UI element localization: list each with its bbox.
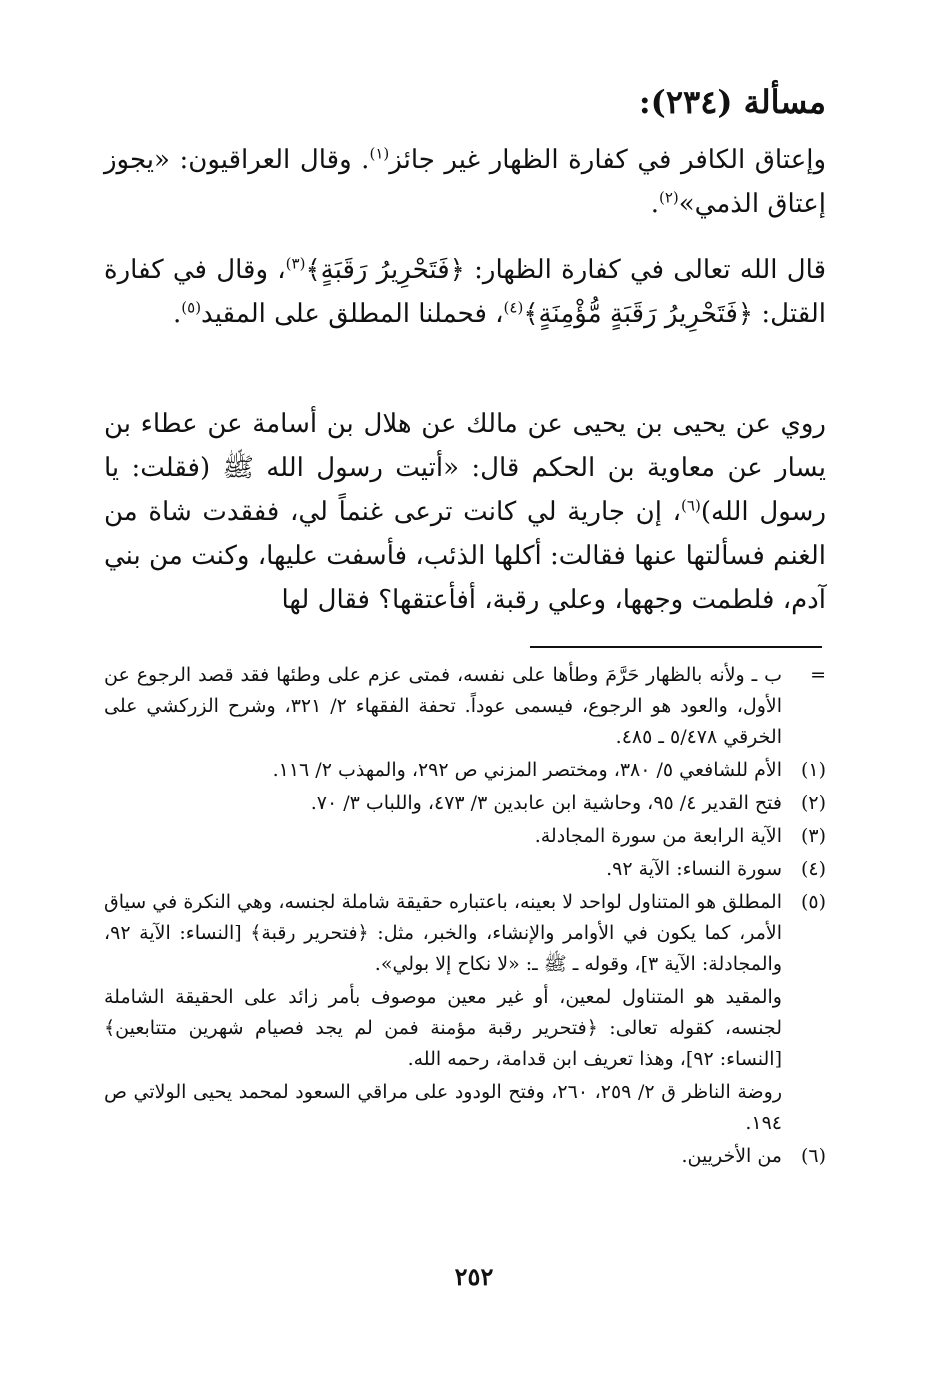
footnote-ref-5[interactable]: (٥): [181, 298, 202, 317]
paragraph-1-text-a: وإعتاق الكافر في كفارة الظهار غير جائز: [389, 145, 826, 175]
footnote-text: الآية الرابعة من سورة المجادلة.: [534, 825, 782, 847]
footnote-number: (٣): [800, 825, 826, 847]
footnote-text: ب ـ ولأنه بالظهار حَرَّمَ وطأها على نفسه، فمتى عزم على وطئها فقد قصد الرجوع عن الأول، والعود هو الرجوع، فيسمى عوداً. تحفة الفقهاء ٢/ ٣٢١، وشرح الزركشي على الخرقي ٥/٤٧٨ ـ ٤٨٥.: [104, 664, 782, 748]
footnote-text: من الأخريين.: [681, 1145, 782, 1167]
paragraph-2-text-b: ، وقال في كفارة القتل: ﴿فَتَحْرِيرُ رَقَبَةٍ مُّؤْمِنَةٍ﴾: [104, 255, 826, 329]
paragraph-2: [104, 248, 826, 336]
footnote-number: (٤): [800, 858, 826, 880]
footnote-4: [104, 854, 826, 885]
page-number: ٢٥٢: [454, 1262, 494, 1291]
footnote-5-continued: [104, 982, 826, 1075]
footnote-text: والمقيد هو المتناول لمعين، أو غير معين موصوف بأمر زائد على الحقيقة الشاملة لجنسه، كقوله تعالى: ﴿فتحرير رقبة مؤمنة فمن لم يجد فصيام شهرين متتابعين﴾ [النساء: ٩٢]، وهذا تعريف ابن قدامة، رحمه الله.: [104, 986, 782, 1070]
paragraph-2-text-c: ، فحملنا المطلق على المقيد: [201, 299, 504, 329]
paragraph-1-text-b: . وقال العراقيون: «يجوز إعتاق الذمي»: [104, 145, 826, 219]
paragraph-1: [104, 138, 826, 226]
footnote-number: (٦): [800, 1145, 826, 1167]
footnote-number: =: [810, 664, 826, 686]
footnote-5: [104, 887, 826, 980]
footnote-ref-1[interactable]: (١): [369, 144, 390, 163]
footnotes: [104, 660, 826, 1174]
footnote-ref-6[interactable]: (٦): [681, 496, 701, 515]
footnote-number: (١): [800, 759, 826, 781]
footnote-text: فتح القدير ٤/ ٩٥، وحاشية ابن عابدين ٣/ ٤٧٣، واللباب ٣/ ٧٠.: [310, 792, 782, 814]
paragraph-3-text-b: ، إن جارية لي كانت ترعى غنماً لي، ففقدت شاة من الغنم فسألتها عنها فقالت: أكلها الذئب، فأسفت عليها، وكنت من بني آدم، فلطمت وجهها، وعلي رقبة، أفأعتقها؟ فقال لها: [104, 497, 826, 615]
footnote-ref-2[interactable]: (٢): [658, 188, 679, 207]
footnote-6: [104, 1141, 826, 1172]
footnote-5-source: [104, 1077, 826, 1139]
footnote-number: (٥): [800, 891, 826, 913]
footnote-continuation: [104, 660, 826, 753]
footnote-separator: [530, 646, 822, 648]
paragraph-2-text-a: قال الله تعالى في كفارة الظهار: ﴿فَتَحْرِيرُ رَقَبَةٍ﴾: [305, 255, 827, 285]
footnote-2: [104, 788, 826, 819]
paragraph-3-text-a: روي عن يحيى بن يحيى عن مالك عن هلال بن أسامة عن عطاء بن يسار عن معاوية بن الحكم قال: «أتيت رسول الله ﷺ (فقلت: يا رسول الله): [104, 409, 826, 527]
paragraph-2-text-d: .: [173, 299, 182, 329]
footnote-ref-4[interactable]: (٤): [503, 298, 524, 317]
footnote-text: الأم للشافعي ٥/ ٣٨٠، ومختصر المزني ص ٢٩٢، والمهذب ٢/ ١١٦.: [272, 759, 782, 781]
footnote-text: روضة الناظر ق ٢/ ٢٥٩، ٢٦٠، وفتح الودود على مراقي السعود لمحمد يحيى الولاتي ص ١٩٤.: [104, 1081, 782, 1134]
footnote-3: [104, 821, 826, 852]
footnote-text: سورة النساء: الآية ٩٢.: [606, 858, 782, 880]
paragraph-3: [104, 402, 826, 622]
footnote-1: [104, 755, 826, 786]
footnote-text: المطلق هو المتناول لواحد لا بعينه، باعتباره حقيقة شاملة لجنسه، وهي النكرة في سياق الأمر، كما يكون في الأوامر والإنشاء، والخبر، مثل: ﴿فتحرير رقبة﴾ [النساء: الآية ٩٢، والمجادلة: الآية ٣]، وقوله ـ ﷺ ـ: «لا نكاح إلا بولي».: [104, 891, 782, 975]
footnote-number: (٢): [800, 792, 826, 814]
paragraph-1-text-c: .: [650, 189, 659, 219]
footnote-ref-3[interactable]: (٣): [285, 254, 306, 273]
issue-heading: مسألة (٢٣٤):: [638, 83, 826, 121]
